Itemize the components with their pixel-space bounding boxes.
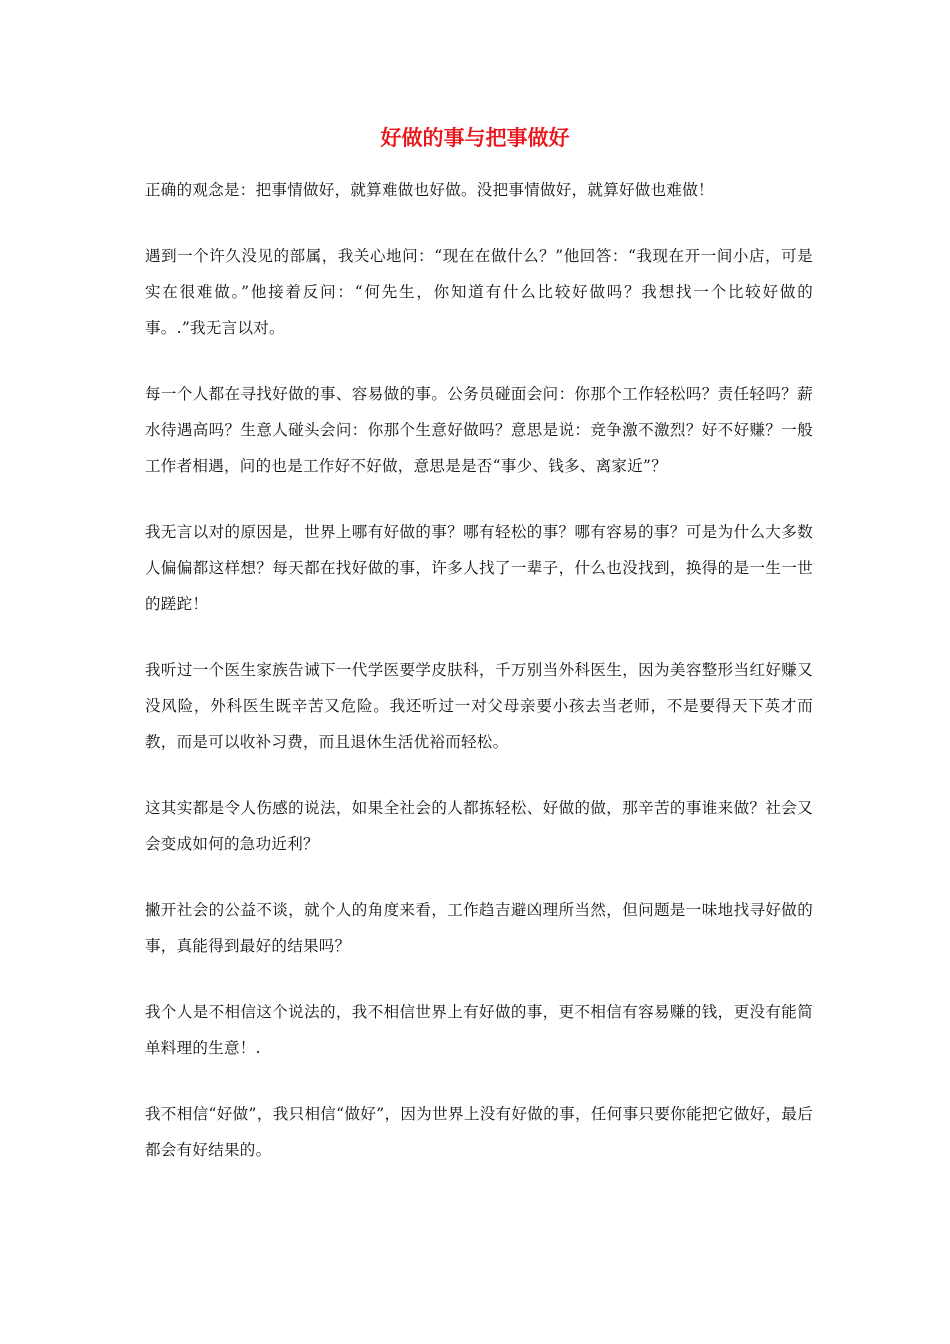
paragraph: 我无言以对的原因是，世界上哪有好做的事？哪有轻松的事？哪有容易的事？可是为什么大多数人偏偏都这样想？每天都在找好做的事，许多人找了一辈子，什么也没找到，换得的是一生一世的蹉跎！ [145,523,813,613]
paragraph: 撇开社会的公益不谈，就个人的角度来看，工作趋吉避凶理所当然，但问题是一味地找寻好做的事，真能得到最好的结果吗？ [145,901,813,955]
document-title: 好做的事与把事做好 [380,126,570,150]
paragraph: 每一个人都在寻找好做的事、容易做的事。公务员碰面会问：你那个工作轻松吗？责任轻吗？薪水待遇高吗？生意人碰头会问：你那个生意好做吗？意思是说：竞争激不激烈？好不好赚？一般工作者相遇，问的也是工作好不好做，意思是是否“事少、钱多、离家近”？ [145,385,813,475]
paragraph: 我听过一个医生家族告诫下一代学医要学皮肤科，千万别当外科医生，因为美容整形当红好赚又没风险，外科医生既辛苦又危险。我还听过一对父母亲要小孩去当老师，不是要得天下英才而教，而是可以收补习费，而且退休生活优裕而轻松。 [145,661,813,751]
paragraph: 我个人是不相信这个说法的，我不相信世界上有好做的事，更不相信有容易赚的钱，更没有能简单料理的生意！. [145,1003,813,1057]
paragraph: 遇到一个许久没见的部属，我关心地问：“现在在做什么？”他回答：“我现在开一间小店，可是实在很难做。”他接着反问：“何先生，你知道有什么比较好做吗？我想找一个比较好做的事。.”我无言以对。 [145,247,813,337]
paragraph: 正确的观念是：把事情做好，就算难做也好做。没把事情做好，就算好做也难做！ [145,181,714,199]
paragraph: 我不相信“好做”，我只相信“做好”，因为世界上没有好做的事，任何事只要你能把它做好，最后都会有好结果的。 [145,1105,813,1159]
paragraph: 这其实都是令人伤感的说法，如果全社会的人都拣轻松、好做的做，那辛苦的事谁来做？社会又会变成如何的急功近利？ [145,799,813,853]
document-body [145,172,813,1198]
